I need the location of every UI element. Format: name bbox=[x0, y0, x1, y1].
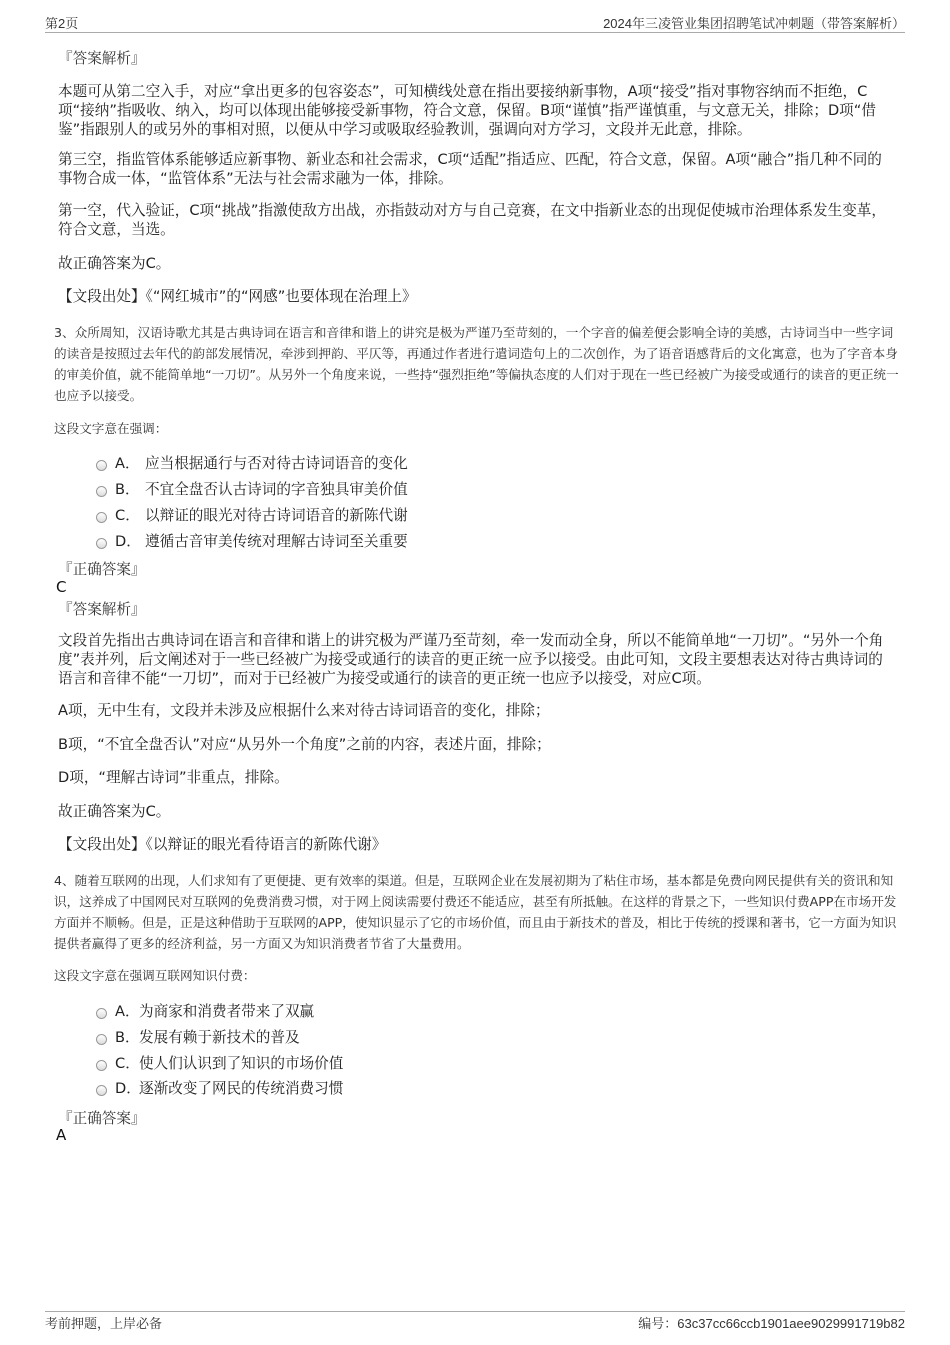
radio-button[interactable] bbox=[96, 486, 107, 497]
footer-divider bbox=[45, 1311, 905, 1312]
question-stem: 3、众所周知，汉语诗歌尤其是古典诗词在语言和音律和谐上的讲究是极为严谨乃至苛刻的，一个字音的偏差便会影响全诗的美感，古诗词当中一些字词的读音是按照过去年代的韵部发展情况，牵涉到押韵、平仄等，再通过作者进行遣词造句上的二次创作，为了语音语感背后的文化寓意，也为了字音本身的审美价值，就不能简单地“一刀切”。从另外一个角度来说，一些持“强烈拒绝”等偏执态度的人们对于现在一些已经被广为接受或通行的读音的更正统一也应予以接受。 bbox=[54, 325, 899, 403]
analysis-label: 『答案解析』 bbox=[58, 50, 146, 67]
question-stem: 4、随着互联网的出现，人们求知有了更便捷、更有效率的渠道。但是，互联网企业在发展初期为了粘住市场，基本都是免费向网民提供有关的资讯和知识，这养成了中国网民对互联网的免费消费习惯，对于网上阅读需要付费还不能适应，甚至有所抵触。在这样的背景之下，一些知识付费APP在市场开发方面并不顺畅。但是，正是这种借助于互联网的APP，使知识显示了它的市场价值，而且由于新技术的普及，相比于传统的授课和著书，它一方面为知识提供者赢得了更多的经济利益，另一方面又为知识消费者节省了大量费用。 bbox=[54, 873, 897, 951]
footer-slogan: 考前押题，上岸必备 bbox=[45, 1316, 163, 1331]
radio-button[interactable] bbox=[96, 538, 107, 549]
option-d[interactable]: D． 遵循古音审美传统对理解古诗词至关重要 bbox=[96, 529, 408, 551]
analysis-paragraph: A项，无中生有，文段并未涉及应根据什么来对待古诗词语音的变化，排除； bbox=[58, 702, 550, 719]
question-prompt: 这段文字意在强调： bbox=[54, 421, 168, 436]
correct-answer: C bbox=[56, 578, 67, 596]
analysis-paragraph: 第一空，代入验证，C项“挑战”指激使敌方出战，亦指鼓动对方与自己竞赛，在文中指新业态的出现促使城市治理体系发生变革，符合文意，当选。 bbox=[58, 202, 886, 238]
question-prompt: 这段文字意在强调互联网知识付费： bbox=[54, 968, 256, 983]
source-citation: 【文段出处】《“网红城市”的“网感”也要体现在治理上》 bbox=[58, 288, 417, 305]
radio-button[interactable] bbox=[96, 1060, 107, 1071]
document-id: 编号：63c37cc66ccb1901aee9029991719b82 bbox=[638, 1316, 905, 1331]
radio-button[interactable] bbox=[96, 512, 107, 523]
source-citation: 【文段出处】《以辩证的眼光看待语言的新陈代谢》 bbox=[58, 836, 387, 853]
analysis-paragraph: 本题可从第二空入手，对应“拿出更多的包容姿态”，可知横线处意在指出要接纳新事物，A项“接受”指对事物容纳而不拒绝，C项“接纳”指吸收、纳入，均可以体现出能够接受新事物，符合文意，保留。B项“谨慎”指严谨慎重，与文意无关，排除；D项“借鉴”指跟别人的或另外的事相对照，以便从中学习或吸取经验教训，强调向对方学习，文段并无此意，排除。 bbox=[58, 83, 876, 138]
conclusion: 故正确答案为C。 bbox=[58, 803, 171, 820]
analysis-paragraph: 第三空，指监管体系能够适应新事物、新业态和社会需求，C项“适配”指适应、匹配，符合文意，保留。A项“融合”指几种不同的事物合成一体，“监管体系”无法与社会需求融为一体，排除。 bbox=[58, 151, 882, 187]
correct-answer-label: 『正确答案』 bbox=[58, 1110, 146, 1127]
radio-button[interactable] bbox=[96, 1034, 107, 1045]
option-a[interactable]: A． 应当根据通行与否对待古诗词语音的变化 bbox=[96, 451, 408, 473]
radio-button[interactable] bbox=[96, 460, 107, 471]
header-divider bbox=[45, 32, 905, 33]
correct-answer-label: 『正确答案』 bbox=[58, 561, 146, 578]
analysis-paragraph: 文段首先指出古典诗词在语言和音律和谐上的讲究极为严谨乃至苛刻，牵一发而动全身，所以不能简单地“一刀切”。“另外一个角度”表并列，后文阐述对于一些已经被广为接受或通行的读音的更正统一应予以接受。由此可知，文段主要想表达对待古典诗词的语言和音律不能“一刀切”，而对于已经被广为接受或通行的读音的更正统一也应予以接受，对应C项。 bbox=[58, 632, 884, 687]
analysis-paragraph: D项，“理解古诗词”非重点，排除。 bbox=[58, 769, 289, 786]
option-b[interactable]: B． 不宜全盘否认古诗词的字音独具审美价值 bbox=[96, 477, 408, 499]
page-number: 第2页 bbox=[45, 16, 79, 31]
document-title: 2024年三凌管业集团招聘笔试冲刺题（带答案解析） bbox=[603, 16, 905, 31]
option-a[interactable]: A． 为商家和消费者带来了双赢 bbox=[96, 999, 314, 1021]
radio-button[interactable] bbox=[96, 1085, 107, 1096]
option-d[interactable]: D． 逐渐改变了网民的传统消费习惯 bbox=[96, 1076, 343, 1098]
correct-answer: A bbox=[56, 1126, 67, 1144]
analysis-paragraph: B项，“不宜全盘否认”对应“从另外一个角度”之前的内容，表述片面，排除； bbox=[58, 736, 551, 753]
option-c[interactable]: C． 以辩证的眼光对待古诗词语音的新陈代谢 bbox=[96, 503, 408, 525]
option-c[interactable]: C． 使人们认识到了知识的市场价值 bbox=[96, 1051, 343, 1073]
conclusion: 故正确答案为C。 bbox=[58, 255, 171, 272]
radio-button[interactable] bbox=[96, 1008, 107, 1019]
option-b[interactable]: B． 发展有赖于新技术的普及 bbox=[96, 1025, 300, 1047]
analysis-label: 『答案解析』 bbox=[58, 601, 146, 618]
